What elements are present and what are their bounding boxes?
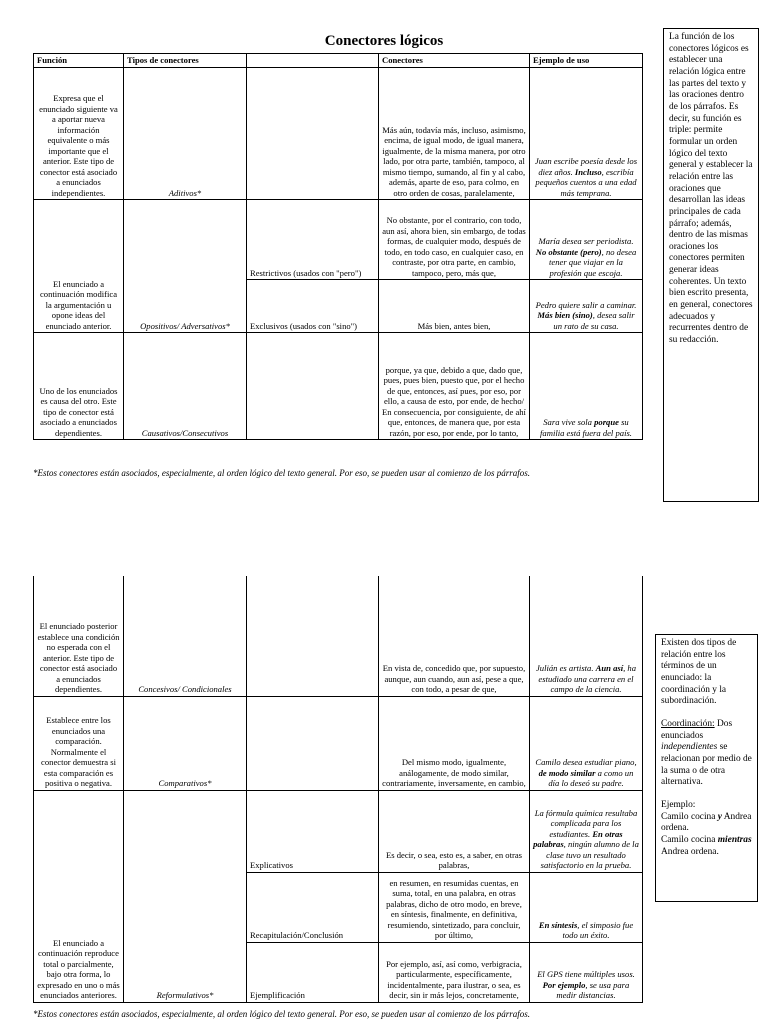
sidebox-text: Andrea ordena. bbox=[661, 846, 719, 857]
sidebox-text: Camilo cocina bbox=[661, 811, 718, 822]
conectores-cell: Es decir, o sea, esto es, a saber, en otras palabras, bbox=[379, 790, 530, 872]
ejemplo-cell bbox=[530, 696, 643, 790]
sidebox-text: Camilo cocina bbox=[661, 834, 718, 845]
ejemplo-connector: En síntesis bbox=[538, 919, 578, 930]
conectores-cell: en resumen, en resumidas cuentas, en suma, total, en una palabra, en otras palabras, dicho de otro modo, en breve, en síntesis, finalmente, en definitiva, resumiendo, sintetizado, para concluir, por último, bbox=[379, 872, 530, 942]
table-row bbox=[34, 68, 643, 200]
coordination-label: Coordinación: bbox=[661, 718, 715, 729]
subtipo-cell: Ejemplificación bbox=[247, 942, 379, 1002]
ejemplo-connector: de modo similar bbox=[538, 767, 596, 778]
ejemplo-cell bbox=[530, 576, 643, 696]
sidebox-text: La función de los conectores lógicos es establecer una relación lógica entre las partes del texto y las oraciones dentro de los párrafos. Es decir, su función es triple: permite formular un orden lógico del texto general y establecer la relación entre las oraciones que desarrollan las ideas principales de cada párrafo; además, dentro de las mismas oraciones los conectores permiten generar ideas coherentes. Un texto bien escrito presenta, en general, conectores adecuados y recurrentes dentro de su redacción. bbox=[669, 32, 753, 346]
conectores-cell: Del mismo modo, igualmente, análogamente, de modo similar, contrariamente, inversamente, en cambio, bbox=[379, 696, 530, 790]
sidebox-intro: Existen dos tipos de relación entre los términos de un enunciado: la coordinación y la subordinación. bbox=[661, 638, 737, 707]
conectores-cell: porque, ya que, debido a que, dado que, pues, pues bien, puesto que, por el hecho de que, entonces, así pues, por eso, por ello, a causa de esto, por ende, de hecho/ En consecuencia, por consiguiente, de ahí que, entonces, de manera que, por esta razón, por eso, por ende, por lo tanto, bbox=[379, 333, 530, 440]
footnote-2: *Estos conectores están asociados, especialmente, al orden lógico del texto general. Por eso, se pueden usar al comienzo de los párrafos. bbox=[33, 1009, 530, 1019]
ejemplo-connector: Más bien (sino) bbox=[537, 310, 593, 321]
ejemplo-text: El GPS tiene múltiples usos. bbox=[537, 969, 635, 980]
funcion-cell: Uno de los enunciados es causa del otro. Este tipo de conector está asociado a enunciados dependientes. bbox=[34, 333, 124, 440]
sidebox-example-2 bbox=[661, 835, 752, 858]
table-row bbox=[34, 200, 643, 280]
ejemplo-text: Sara vive sola bbox=[543, 417, 595, 428]
header-ejemplo: Ejemplo de uso bbox=[530, 54, 643, 68]
ejemplo-connector: No obstante (pero) bbox=[535, 246, 602, 257]
subtipo-cell bbox=[247, 68, 379, 200]
subtipo-cell: Recapitulación/Conclusión bbox=[247, 872, 379, 942]
ejemplo-text: , escribía pequeños cuentos a una edad más temprana. bbox=[535, 166, 637, 198]
ejemplo-text: María desea ser periodista. bbox=[538, 236, 634, 247]
tipo-cell: Reformulativos* bbox=[124, 790, 247, 1002]
table-row bbox=[34, 696, 643, 790]
subtipo-cell: Exclusivos (usados con "sino") bbox=[247, 280, 379, 333]
ejemplo-text: , ha estudiado una carrera en el campo de la ciencia. bbox=[538, 663, 637, 695]
sidebox-example-1 bbox=[661, 812, 752, 835]
ejemplo-cell bbox=[530, 333, 643, 440]
ejemplo-cell bbox=[530, 790, 643, 872]
header-tipos: Tipos de conectores bbox=[124, 54, 247, 68]
conectores-cell: Más bien, antes bien, bbox=[379, 280, 530, 333]
ejemplo-connector: Aun así bbox=[595, 663, 624, 674]
ejemplo-text: , desea salir un rato de su casa. bbox=[553, 310, 635, 331]
connectors-table-1 bbox=[33, 53, 643, 440]
ejemplo-text: Juan escribe poesía desde los diez años. bbox=[534, 156, 638, 177]
subtipo-cell bbox=[247, 333, 379, 440]
sidebox-emphasis: mientras bbox=[717, 834, 752, 845]
sidebox-emphasis: y bbox=[717, 811, 722, 822]
ejemplo-text: Julián es artista. bbox=[535, 663, 596, 674]
subtipo-cell: Restrictivos (usados con "pero") bbox=[247, 200, 379, 280]
ejemplo-text: La fórmula química resultaba complicada para los estudiantes. bbox=[534, 807, 638, 839]
ejemplo-cell bbox=[530, 872, 643, 942]
ejemplo-connector: porque bbox=[594, 417, 619, 428]
funcion-cell: Establece entre los enunciados una comparación. Normalmente el conector demuestra si esta comparación es positiva o negativa. bbox=[34, 696, 124, 790]
ejemplo-text: su familia está fuera del país. bbox=[540, 417, 632, 438]
subtipo-cell: Explicativos bbox=[247, 790, 379, 872]
ejemplo-text: a como un día lo deseó su padre. bbox=[548, 767, 634, 789]
subtipo-cell bbox=[247, 696, 379, 790]
funcion-cell: El enunciado posterior establece una condición no esperada con el anterior. Este tipo de conector está asociado a enunciados dependientes. bbox=[34, 576, 124, 696]
sidebox-function bbox=[663, 28, 759, 502]
ejemplo-text: , no desea tener que viajar en la profesión que escoja. bbox=[549, 246, 637, 278]
ejemplo-text: , se usa para medir distancias. bbox=[556, 979, 630, 1001]
table-header-row bbox=[34, 54, 643, 68]
sidebox-text: se relacionan por medio de la suma o de otra alternativa. bbox=[661, 742, 752, 788]
ejemplo-cell bbox=[530, 68, 643, 200]
tipo-cell: Opositivos/ Adversativos* bbox=[124, 200, 247, 333]
table-row bbox=[34, 333, 643, 440]
connectors-table-2 bbox=[33, 576, 643, 1003]
ejemplo-connector: Incluso bbox=[574, 166, 602, 177]
ejemplo-connector: Por ejemplo bbox=[542, 979, 586, 990]
header-funcion: Función bbox=[34, 54, 124, 68]
subtipo-cell bbox=[247, 576, 379, 696]
header-blank bbox=[247, 54, 379, 68]
conectores-cell: En vista de, concedido que, por supuesto, aunque, aun cuando, aun así, pese a que, con todo, a pesar de que, bbox=[379, 576, 530, 696]
sidebox-relations bbox=[655, 634, 758, 902]
ejemplo-text: Pedro quiere salir a caminar. bbox=[535, 299, 637, 310]
sidebox-text: Andrea ordena. bbox=[661, 811, 752, 834]
funcion-cell: El enunciado a continuación reproduce total o parcialmente, bajo otra forma, lo expresado en uno o más enunciados anteriores. bbox=[34, 790, 124, 1002]
ejemplo-connector: En otras palabras bbox=[533, 828, 623, 850]
ejemplo-cell bbox=[530, 280, 643, 333]
tipo-cell: Causativos/Consecutivos bbox=[124, 333, 247, 440]
ejemplo-text: , ningún alumno de la clase tuvo un resultado satisfactorio en la prueba. bbox=[540, 839, 639, 871]
sidebox-coordination bbox=[661, 719, 752, 789]
sidebox-emphasis: independientes bbox=[661, 742, 718, 753]
table-row bbox=[34, 576, 643, 696]
conectores-cell: Más aún, todavía más, incluso, asimismo, encima, de igual modo, de igual manera, igualmente, de la misma manera, por otro lado, por otra parte, también, tampoco, al mismo tiempo, sumando, al fin y al cabo, además, aparte de eso, para colmo, en otro orden de cosas, paralelamente, bbox=[379, 68, 530, 200]
funcion-cell: Expresa que el enunciado siguiente va a aportar nueva información equivalente o más importante que el anterior. Este tipo de conector está asociado a enunciados independientes. bbox=[34, 68, 124, 200]
tipo-cell: Aditivos* bbox=[124, 68, 247, 200]
sidebox-text: Dos enunciados bbox=[661, 718, 733, 741]
ejemplo-cell bbox=[530, 200, 643, 280]
table-row bbox=[34, 790, 643, 872]
tipo-cell: Comparativos* bbox=[124, 696, 247, 790]
sidebox-example-label: Ejemplo: bbox=[661, 799, 696, 810]
tipo-cell: Concesivos/ Condicionales bbox=[124, 576, 247, 696]
conectores-cell: Por ejemplo, así, así como, verbigracia, particularmente, específicamente, incidentalmente, para ilustrar, o sea, es decir, sin ir más lejos, concretamente, bbox=[379, 942, 530, 1002]
page-title: Conectores lógicos bbox=[324, 33, 444, 49]
conectores-cell: No obstante, por el contrario, con todo, aun así, ahora bien, sin embargo, de todas formas, de cualquier modo, después de todo, en todo caso, en cualquier caso, en contraste, por otra parte, en cambio, tampoco, pero, más que, bbox=[379, 200, 530, 280]
funcion-cell: El enunciado a continuación modifica la argumentación u opone ideas del enunciado anterior. bbox=[34, 200, 124, 333]
ejemplo-cell bbox=[530, 942, 643, 1002]
header-conectores: Conectores bbox=[379, 54, 530, 68]
ejemplo-text: , el simposio fue todo un éxito. bbox=[562, 919, 634, 941]
ejemplo-text: Camilo desea estudiar piano, bbox=[535, 757, 637, 768]
footnote: *Estos conectores están asociados, especialmente, al orden lógico del texto general. Por eso, se pueden usar al comienzo de los párrafos. bbox=[33, 468, 530, 478]
